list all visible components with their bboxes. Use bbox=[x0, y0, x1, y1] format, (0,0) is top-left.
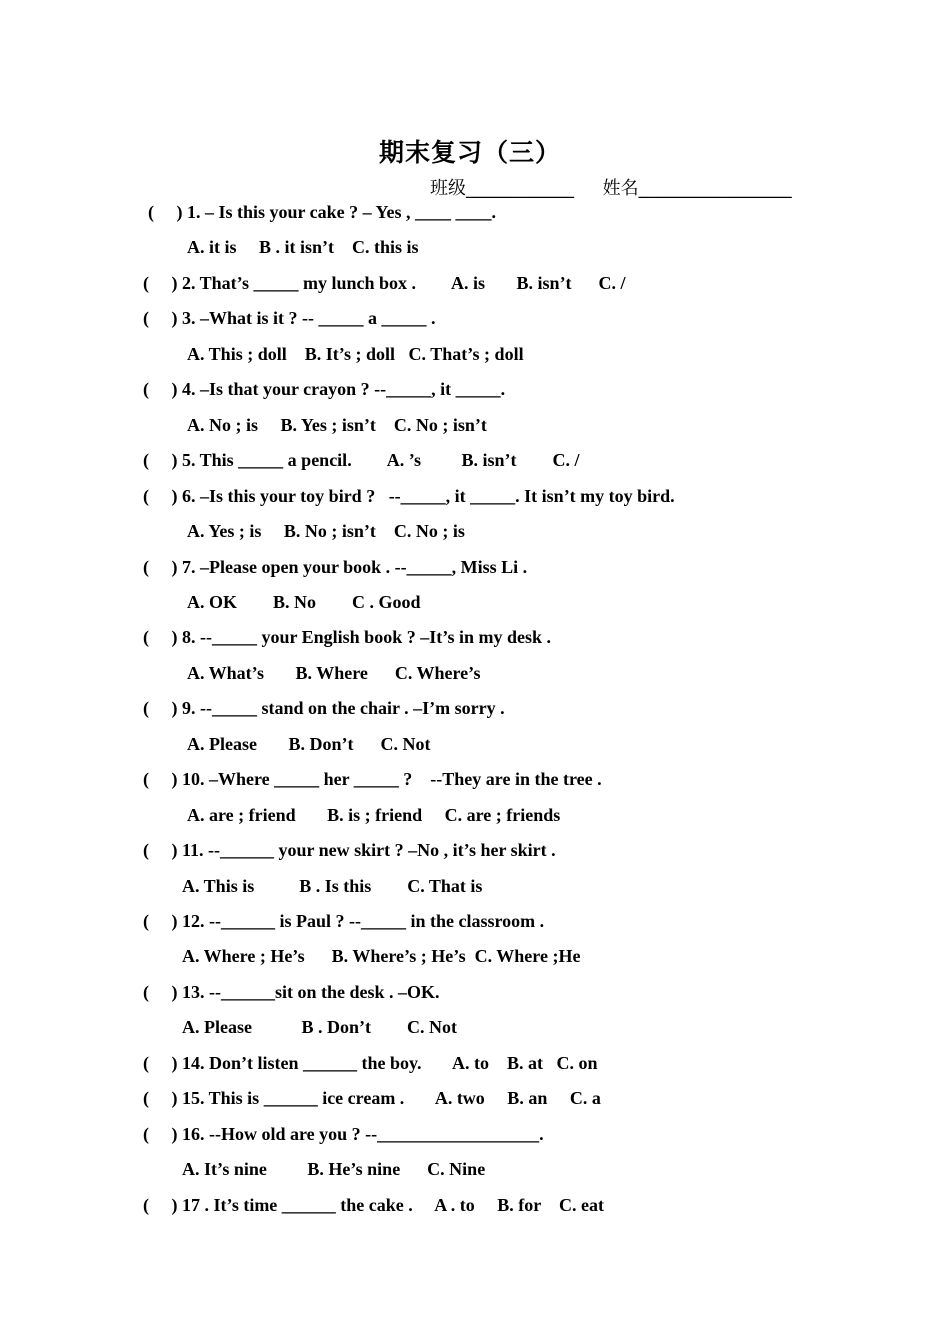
options-line: A. are ; friend B. is ; friend C. are ; friends bbox=[187, 804, 561, 825]
question-line: ( ) 7. –Please open your book . --_____, Miss Li . bbox=[143, 556, 528, 577]
options-line: A. Please B . Don’t C. Not bbox=[182, 1017, 457, 1038]
question-line: ( ) 6. –Is this your toy bird ? --_____, it _____. It isn’t my toy bird. bbox=[143, 485, 675, 506]
class-name-fields bbox=[430, 174, 792, 200]
question-line: ( ) 11. --______ your new skirt ? –No , it’s her skirt . bbox=[143, 840, 556, 861]
class-label[interactable]: 班级____________ bbox=[430, 178, 574, 199]
options-line: A. Yes ; is B. No ; isn’t C. No ; is bbox=[187, 521, 465, 542]
question-line: ( ) 1. – Is this your cake ? – Yes , ____ ____. bbox=[148, 202, 497, 222]
question-line: ( ) 4. –Is that your crayon ? --_____, it _____. bbox=[143, 379, 506, 400]
options-line: A. This is B . Is this C. That is bbox=[182, 875, 483, 896]
question-line: ( ) 13. --______sit on the desk . –OK. bbox=[143, 981, 440, 1002]
page-title: 期末复习（三） bbox=[378, 138, 561, 167]
question-line: ( ) 15. This is ______ ice cream . A. two B. an C. a bbox=[143, 1088, 601, 1109]
question-line: ( ) 3. –What is it ? -- _____ a _____ . bbox=[143, 308, 436, 329]
options-line: A. Please B. Don’t C. Not bbox=[187, 733, 431, 754]
name-label[interactable]: 姓名_________________ bbox=[602, 178, 792, 199]
options-line: A. It’s nine B. He’s nine C. Nine bbox=[182, 1159, 486, 1180]
question-line: ( ) 5. This _____ a pencil. A. ’s B. isn’t C. / bbox=[143, 450, 580, 471]
options-line: A. it is B . it isn’t C. this is bbox=[187, 237, 419, 258]
options-line: A. What’s B. Where C. Where’s bbox=[187, 662, 481, 683]
options-line: A. No ; is B. Yes ; isn’t C. No ; isn’t bbox=[187, 414, 487, 435]
question-line: ( ) 12. --______ is Paul ? --_____ in the classroom . bbox=[143, 911, 545, 931]
question-line: ( ) 2. That’s _____ my lunch box . A. is B. isn’t C. / bbox=[143, 272, 626, 293]
question-line: ( ) 10. –Where _____ her _____ ? --They are in the tree . bbox=[143, 769, 602, 790]
options-line: A. Where ; He’s B. Where’s ; He’s C. Where ;He bbox=[182, 946, 581, 967]
question-line: ( ) 16. --How old are you ? --__________________. bbox=[143, 1123, 544, 1144]
question-line: ( ) 9. --_____ stand on the chair . –I’m sorry . bbox=[143, 698, 505, 719]
question-line: ( ) 14. Don’t listen ______ the boy. A. to B. at C. on bbox=[143, 1052, 598, 1073]
question-line: ( ) 8. --_____ your English book ? –It’s in my desk . bbox=[143, 627, 552, 648]
options-line: A. This ; doll B. It’s ; doll C. That’s ; doll bbox=[187, 343, 524, 364]
options-line: A. OK B. No C . Good bbox=[187, 591, 421, 612]
question-line: ( ) 17 . It’s time ______ the cake . A . to B. for C. eat bbox=[143, 1194, 604, 1215]
